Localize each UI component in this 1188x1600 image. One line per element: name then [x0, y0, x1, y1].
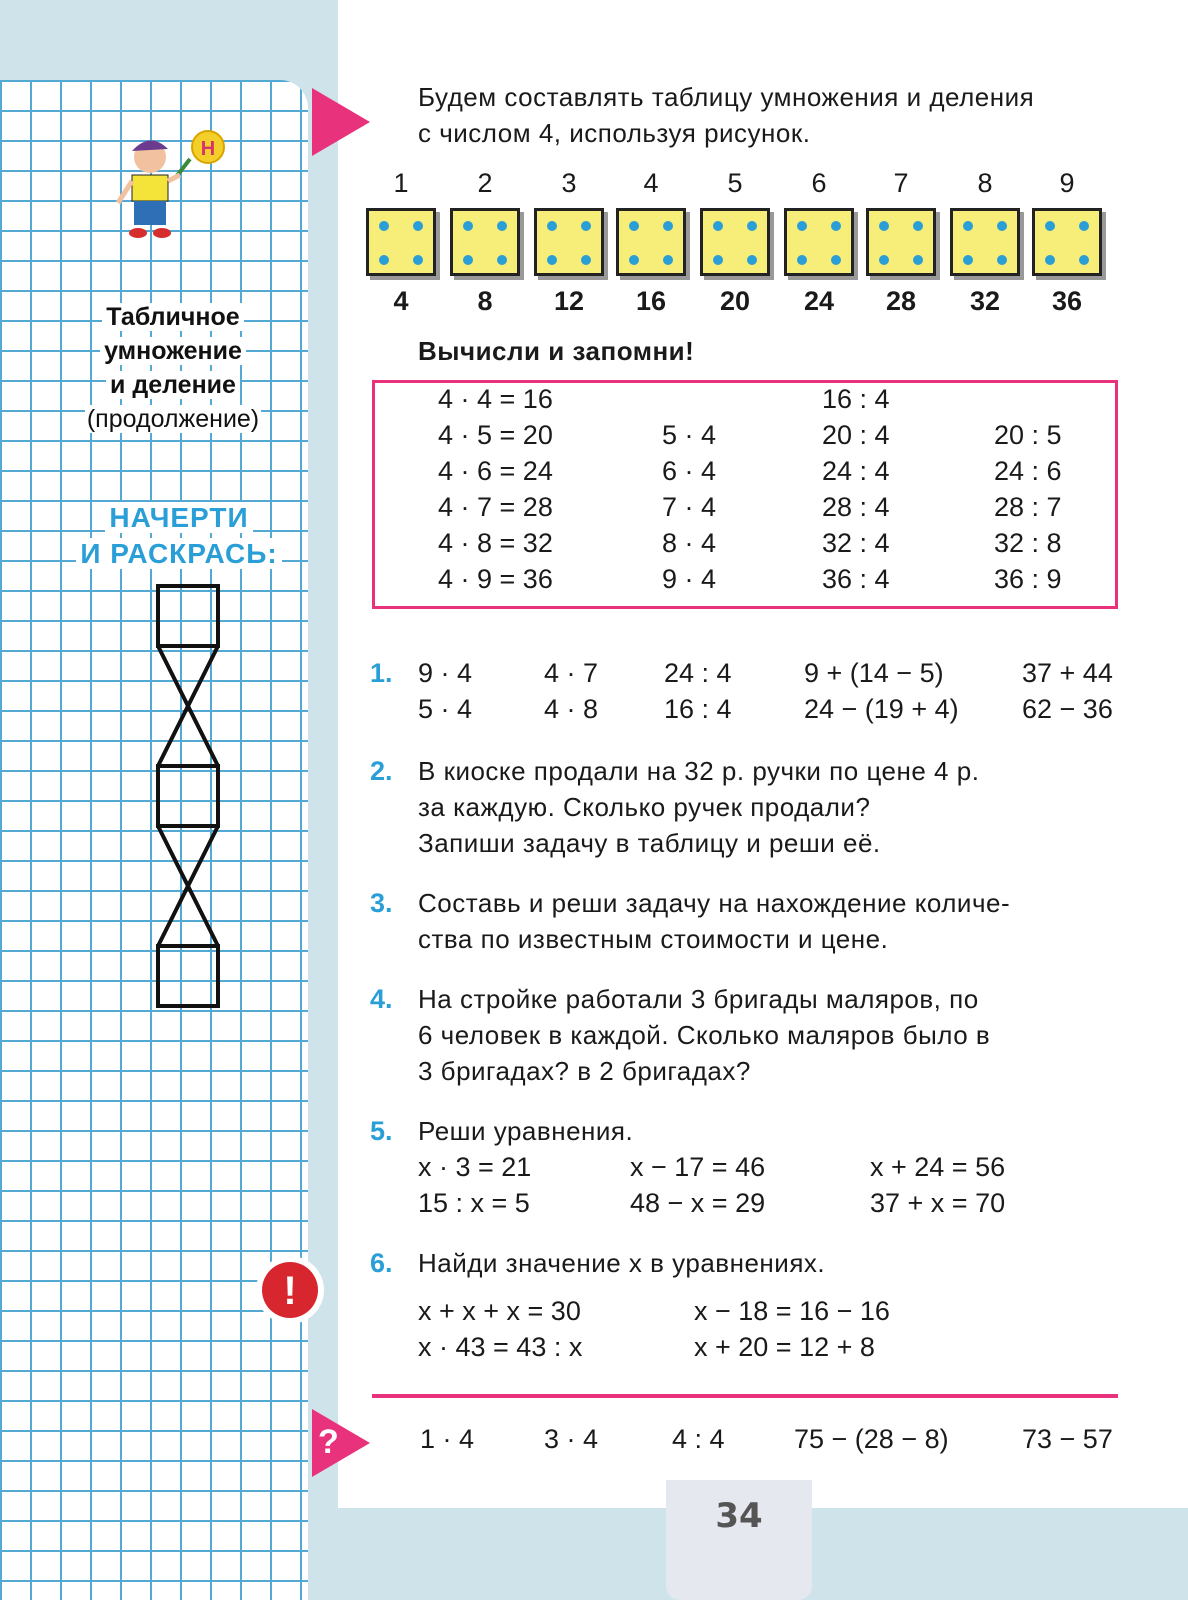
task2-number: 2. — [370, 756, 393, 786]
dice-card — [616, 208, 686, 276]
dice-card — [366, 208, 436, 276]
task6-equation: x + 20 = 12 + 8 — [694, 1332, 875, 1362]
extra-expression: 1 · 4 — [420, 1424, 475, 1454]
memo-title: Вычисли и запомни! — [418, 336, 695, 366]
dice-dot — [747, 221, 757, 231]
memo-product: 4 · 9 = 36 — [438, 564, 553, 594]
task3-number: 3. — [370, 888, 393, 918]
card-total-label: 4 — [393, 286, 409, 316]
dice-dot — [797, 221, 807, 231]
task1-expression: 24 − (19 + 4) — [804, 694, 959, 724]
task5-equation: x · 3 = 21 — [418, 1152, 532, 1182]
dice-dot — [713, 255, 723, 265]
dice-dot — [547, 255, 557, 265]
dice-dot — [1045, 221, 1055, 231]
memo-commuted: 9 · 4 — [662, 564, 717, 594]
dice-card — [950, 208, 1020, 276]
task1-expression: 24 : 4 — [664, 658, 732, 688]
dice-dot — [747, 255, 757, 265]
dice-dot — [963, 221, 973, 231]
dice-dot — [497, 221, 507, 231]
card-total-label: 32 — [969, 286, 1001, 316]
section-title — [60, 300, 286, 436]
task1-expression: 16 : 4 — [664, 694, 732, 724]
attention-icon — [254, 1254, 326, 1326]
dice-card — [700, 208, 770, 276]
attention-glyph: ! — [283, 1269, 297, 1313]
dice-dot — [581, 221, 591, 231]
card-total-label: 28 — [885, 286, 917, 316]
memo-quotient-by-4: 36 : 4 — [822, 564, 890, 594]
task1-expression: 62 − 36 — [1022, 694, 1113, 724]
dice-dot — [913, 255, 923, 265]
extra-expression: 75 − (28 − 8) — [794, 1424, 949, 1454]
task6-equation: x + x + x = 30 — [418, 1296, 581, 1326]
task3-line1: Составь и реши задачу на нахождение количе- — [418, 888, 1011, 918]
mascot-letter: Н — [200, 138, 216, 160]
task4-line2: 6 человек в каждой. Сколько маляров было в — [418, 1020, 991, 1050]
task3-line2: ства по известным стоимости и цене. — [418, 924, 889, 954]
dice-dot — [879, 255, 889, 265]
task1-expression: 4 · 7 — [544, 658, 599, 688]
dice-dot — [831, 221, 841, 231]
task2-line3: Запиши задачу в таблицу и реши её. — [418, 828, 881, 858]
dice-dot — [581, 255, 591, 265]
task4-number: 4. — [370, 984, 393, 1014]
task6-equation: x − 18 = 16 − 16 — [694, 1296, 890, 1326]
section-title-sub: (продолжение) — [86, 405, 260, 433]
start-arrow-icon — [312, 88, 370, 156]
task1-number: 1. — [370, 658, 393, 688]
dice-dot — [879, 221, 889, 231]
dice-card — [866, 208, 936, 276]
task1-expression: 9 + (14 − 5) — [804, 658, 944, 688]
dice-dot — [997, 255, 1007, 265]
intro-line1: Будем составлять таблицу умножения и деления — [418, 82, 1035, 112]
task5-equation: x − 17 = 46 — [630, 1152, 766, 1182]
draw-heading — [66, 500, 292, 572]
card-index-label: 2 — [477, 168, 493, 198]
memo-commuted: 8 · 4 — [662, 528, 717, 558]
memo-quotient-by-4: 32 : 4 — [822, 528, 890, 558]
dice-dot — [1079, 255, 1089, 265]
draw-heading-line1: НАЧЕРТИ — [105, 502, 252, 533]
card-index-label: 3 — [561, 168, 577, 198]
memo-quotient: 36 : 9 — [994, 564, 1062, 594]
task5-equation: 37 + x = 70 — [870, 1188, 1006, 1218]
task5-title: Реши уравнения. — [418, 1116, 634, 1146]
card-index-label: 5 — [727, 168, 743, 198]
section-title-line3: и деление — [106, 371, 240, 399]
dice-dot — [629, 255, 639, 265]
dice-dot — [663, 221, 673, 231]
dice-card — [450, 208, 520, 276]
dice-card — [534, 208, 604, 276]
memo-product: 4 · 4 = 16 — [438, 384, 553, 414]
memo-quotient: 28 : 7 — [994, 492, 1062, 522]
card-index-label: 7 — [893, 168, 909, 198]
task2-line1: В киоске продали на 32 р. ручки по цене 4 р. — [418, 756, 980, 786]
section-title-line2: умножение — [100, 337, 246, 365]
page-number: 34 — [715, 1496, 763, 1536]
memo-quotient-by-4: 16 : 4 — [822, 384, 890, 414]
card-index-label: 1 — [393, 168, 409, 198]
dice-dot — [547, 221, 557, 231]
question-mark: ? — [318, 1423, 339, 1461]
memo-product: 4 · 7 = 28 — [438, 492, 553, 522]
task5-number: 5. — [370, 1116, 393, 1146]
divider-line — [372, 1394, 1118, 1398]
card-index-label: 4 — [643, 168, 659, 198]
dice-dot — [831, 255, 841, 265]
dice-dot — [1045, 255, 1055, 265]
task1-expression: 5 · 4 — [418, 694, 473, 724]
memo-quotient: 24 : 6 — [994, 456, 1062, 486]
card-total-label: 36 — [1051, 286, 1083, 316]
memo-quotient-by-4: 20 : 4 — [822, 420, 890, 450]
draw-heading-line2: И РАСКРАСЬ: — [76, 538, 281, 569]
task5-equation: 48 − x = 29 — [630, 1188, 766, 1218]
card-index-label: 8 — [977, 168, 993, 198]
extra-expression: 4 : 4 — [672, 1424, 725, 1454]
dice-card — [784, 208, 854, 276]
draw-figure — [156, 584, 222, 1008]
question-arrow-icon — [312, 1409, 370, 1477]
dice-dot — [713, 221, 723, 231]
intro-line2: с числом 4, используя рисунок. — [418, 118, 811, 148]
card-index-label: 6 — [811, 168, 827, 198]
dice-dot — [497, 255, 507, 265]
dice-card — [1032, 208, 1102, 276]
task4-line3: 3 бригадах? в 2 бригадах? — [418, 1056, 751, 1086]
card-total-label: 20 — [719, 286, 751, 316]
memo-product: 4 · 6 = 24 — [438, 456, 553, 486]
section-title-line1: Табличное — [102, 303, 243, 331]
memo-quotient-by-4: 24 : 4 — [822, 456, 890, 486]
dice-dot — [963, 255, 973, 265]
memo-product: 4 · 5 = 20 — [438, 420, 553, 450]
dice-dot — [797, 255, 807, 265]
card-total-label: 24 — [803, 286, 835, 316]
card-total-label: 12 — [553, 286, 585, 316]
task5-equation: x + 24 = 56 — [870, 1152, 1006, 1182]
dice-dot — [379, 255, 389, 265]
task1-expression: 9 · 4 — [418, 658, 473, 688]
memo-commuted: 7 · 4 — [662, 492, 717, 522]
memo-commuted: 6 · 4 — [662, 456, 717, 486]
task2-line2: за каждую. Сколько ручек продали? — [418, 792, 871, 822]
dice-dot — [463, 255, 473, 265]
dice-dot — [997, 221, 1007, 231]
memo-commuted: 5 · 4 — [662, 420, 717, 450]
task5-equation: 15 : x = 5 — [418, 1188, 530, 1218]
extra-expression: 3 · 4 — [544, 1424, 599, 1454]
card-index-label: 9 — [1059, 168, 1075, 198]
task6-number: 6. — [370, 1248, 393, 1278]
task6-title: Найди значение x в уравнениях. — [418, 1248, 826, 1278]
extra-expression: 73 − 57 — [1022, 1424, 1113, 1454]
memo-quotient-by-4: 28 : 4 — [822, 492, 890, 522]
dice-dot — [463, 221, 473, 231]
task1-expression: 37 + 44 — [1022, 658, 1113, 688]
memo-quotient: 32 : 8 — [994, 528, 1062, 558]
memo-product: 4 · 8 = 32 — [438, 528, 553, 558]
dice-dot — [913, 221, 923, 231]
task1-expression: 4 · 8 — [544, 694, 599, 724]
memo-quotient: 20 : 5 — [994, 420, 1062, 450]
mascot-illustration — [110, 125, 240, 245]
dice-dot — [379, 221, 389, 231]
dice-dot — [663, 255, 673, 265]
dice-dot — [413, 221, 423, 231]
card-total-label: 16 — [635, 286, 667, 316]
card-total-label: 8 — [477, 286, 493, 316]
task4-line1: На стройке работали 3 бригады маляров, по — [418, 984, 979, 1014]
dice-dot — [1079, 221, 1089, 231]
dice-dot — [413, 255, 423, 265]
task6-equation: x · 43 = 43 : x — [418, 1332, 583, 1362]
dice-dot — [629, 221, 639, 231]
